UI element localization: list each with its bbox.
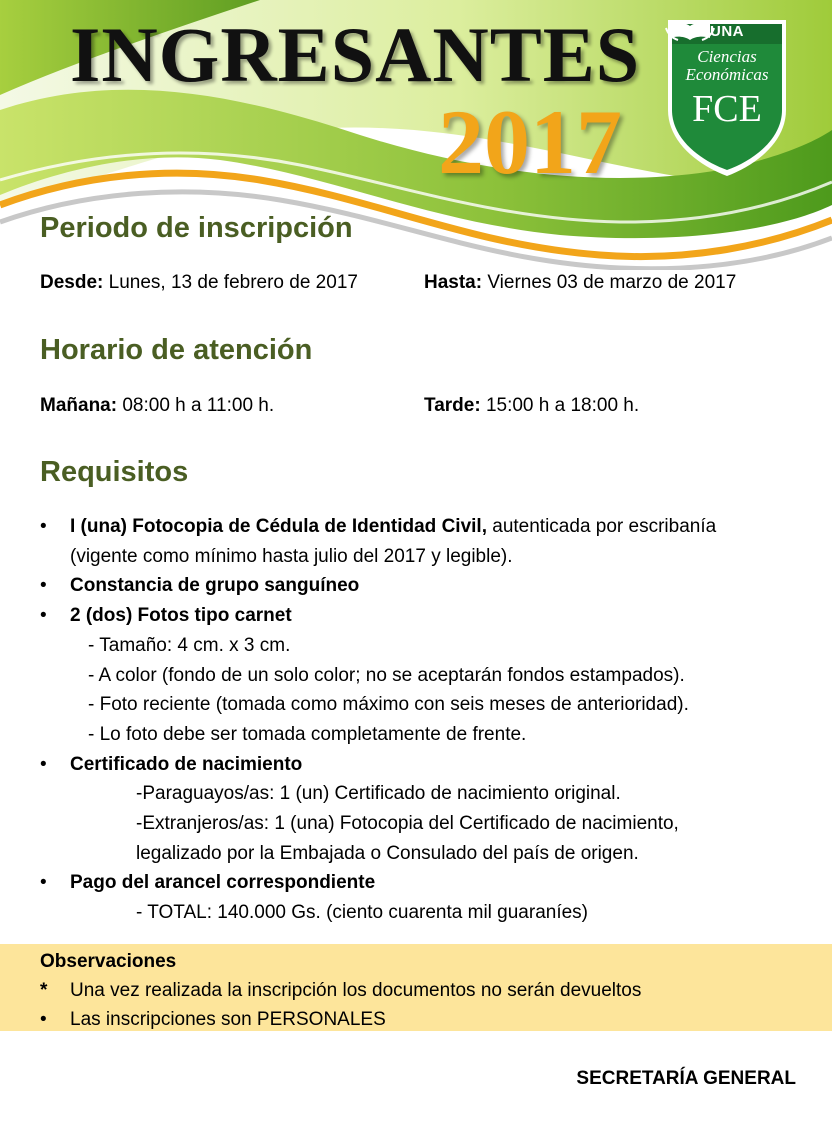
page-title: INGRESANTES (70, 11, 641, 98)
bullet: • (40, 516, 47, 537)
logo-line-ciencias: Ciencias (697, 47, 757, 66)
logo-acronym: FCE (692, 88, 762, 130)
fce-logo (664, 18, 790, 178)
bullet: • (40, 753, 47, 775)
bullet: • (40, 605, 47, 627)
req3-sub-2: - A color (fondo de un solo color; no se aceptarán fondos estampados). (88, 664, 685, 686)
req4-sub-2: -Extranjeros/as: 1 (una) Fotocopia del Certificado de nacimiento, (136, 813, 679, 835)
heading-requisitos: Requisitos (40, 456, 189, 488)
manana-value: 08:00 h a 11:00 h. (117, 395, 275, 416)
obs-text-1: Una vez realizada la inscripción los documentos no serán devueltos (70, 980, 642, 1001)
heading-horario: Horario de atención (40, 334, 313, 366)
desde-label: Desde: (40, 272, 104, 293)
logo-una-text: UNA (710, 23, 744, 40)
req3-sub-1: - Tamaño: 4 cm. x 3 cm. (88, 634, 291, 656)
list-item (40, 1005, 641, 1034)
req3-bold: 2 (dos) Fotos tipo carnet (70, 605, 292, 627)
horario-manana (40, 394, 274, 418)
hasta-value: Viernes 03 de marzo de 2017 (482, 272, 737, 293)
footer-signature: SECRETARÍA GENERAL (576, 1068, 796, 1089)
list-item (40, 601, 820, 750)
hasta-label: Hasta: (424, 272, 483, 293)
list-item (40, 512, 820, 571)
requisitos-list (40, 512, 820, 928)
horario-tarde (424, 394, 639, 418)
list-item (40, 976, 641, 1005)
bullet: • (40, 1009, 47, 1030)
list-item (40, 750, 820, 869)
tarde-label: Tarde: (424, 395, 481, 416)
req1-bold: I (una) Fotocopia de Cédula de Identidad Civil, (70, 516, 487, 537)
manana-label: Mañana: (40, 395, 118, 416)
tarde-value: 15:00 h a 18:00 h. (480, 395, 640, 416)
periodo-hasta (424, 271, 736, 295)
heading-periodo: Periodo de inscripción (40, 212, 353, 244)
list-item (40, 571, 820, 601)
req4-bold: Certificado de nacimiento (70, 753, 303, 775)
asterisk-marker: * (40, 980, 48, 1001)
req4-sub-1: -Paraguayos/as: 1 (un) Certificado de nacimiento original. (136, 783, 621, 805)
heading-observaciones: Observaciones (40, 951, 177, 972)
periodo-desde (40, 271, 358, 295)
req3-sub-4: - Lo foto debe ser tomada completamente de frente. (88, 723, 527, 745)
req1-text: autenticada por escribanía (486, 516, 717, 537)
list-item (40, 868, 820, 927)
bullet: • (40, 575, 47, 597)
req4-sub-3: legalizado por la Embajada o Consulado del país de origen. (136, 842, 639, 864)
desde-value: Lunes, 13 de febrero de 2017 (103, 272, 358, 293)
year-title: 2017 (438, 91, 622, 193)
req5-bold: Pago del arancel correspondiente (70, 872, 376, 894)
req5-sub-1: - TOTAL: 140.000 Gs. (ciento cuarenta mil guaraníes) (136, 902, 589, 924)
obs-text-2: Las inscripciones son PERSONALES (70, 1009, 386, 1030)
req2-bold: Constancia de grupo sanguíneo (70, 575, 360, 597)
logo-line-economicas: Económicas (685, 65, 769, 84)
bullet: • (40, 872, 47, 894)
open-book-icon (664, 18, 716, 42)
req1-line2: (vigente como mínimo hasta julio del 2017 y legible). (70, 545, 513, 567)
req3-sub-3: - Foto reciente (tomada como máximo con seis meses de anterioridad). (88, 694, 689, 716)
observaciones-box (0, 944, 832, 1031)
